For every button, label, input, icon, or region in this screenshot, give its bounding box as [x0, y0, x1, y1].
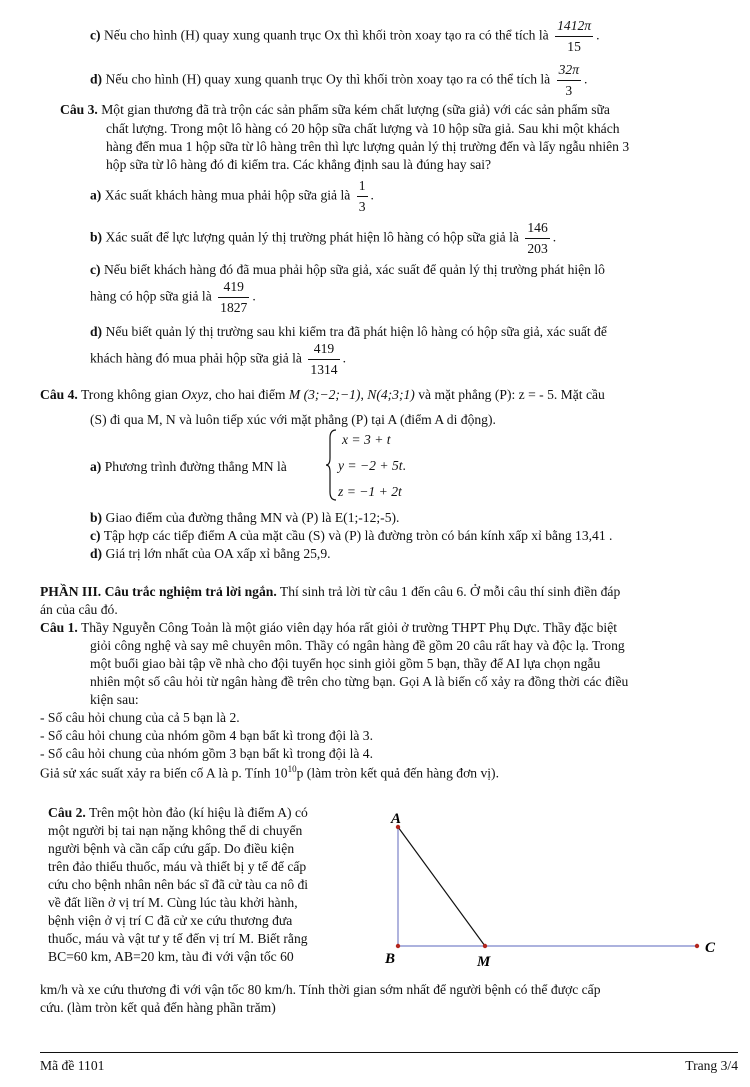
fraction: [357, 178, 368, 214]
fraction: [218, 279, 249, 315]
question-label: Câu 2.: [48, 805, 86, 820]
cau3-item-b: [90, 220, 556, 256]
question-text: Trên một hòn đảo (kí hiệu là điểm A) có: [88, 805, 308, 820]
item-label: d): [90, 324, 103, 339]
cau1-line-4: nhiên một số câu hỏi từ ngân hàng đề trên cho từng bạn. Gọi A là biến cố xảy ra đồng thời các điều: [90, 674, 629, 689]
cau2-line-9: BC=60 km, AB=20 km, tàu đi với vận tốc 60: [48, 949, 294, 964]
cau1-bullet-1: - Số câu hỏi chung của cả 5 bạn là 2.: [40, 710, 240, 725]
item-label: b): [90, 510, 103, 525]
question-label: Câu 1.: [40, 620, 78, 635]
system-brace: [325, 428, 339, 502]
item-text: Phương trình đường thẳng MN là: [104, 459, 287, 474]
fraction-num: 1: [357, 178, 368, 197]
item-label: b): [90, 229, 103, 245]
question-text: Thầy Nguyễn Công Toản là một giáo viên dạy hóa rất giỏi ở trường THPT Phụ Dực. Thầy đặc biệt: [80, 620, 618, 635]
item-d: [90, 62, 587, 98]
cau1-line-1: [40, 620, 617, 636]
cau1-final: [40, 764, 499, 782]
cau3-item-d: [90, 324, 607, 340]
label-c: C: [705, 940, 716, 956]
item-c: [90, 18, 600, 54]
fraction: [308, 341, 339, 377]
exam-code: Mã đề 1101: [40, 1058, 105, 1073]
question-text: , cho hai điểm: [208, 387, 286, 402]
cau4-item-b: [90, 510, 399, 526]
system-eq-3: z = −1 + 2t: [338, 484, 402, 499]
brace-icon: [325, 428, 339, 502]
cau2-line-7: bệnh viện ở vị trí C đã cử xe cứu thương đưa: [48, 913, 293, 928]
math-point-m: M (3;−2;−1): [288, 387, 361, 402]
cau2-line-3: người bệnh và cần cấp cứu gấp. Do điều kiện: [48, 841, 295, 856]
cau2-line-5: cứu cho bệnh nhân nên bác sĩ đã cử tàu ca nô đi: [48, 877, 309, 892]
item-label: c): [90, 262, 101, 277]
label-m: M: [477, 954, 491, 970]
fraction-den: 15: [567, 38, 581, 54]
part-title: PHẦN III. Câu trắc nghiệm trả lời ngắn.: [40, 584, 277, 599]
cau3-line-3: hàng đến mua 1 hộp sữa từ lô hàng trên thì lực lượng quản lý thị trường đến và lấy ngẫu nhiên 3: [106, 139, 630, 154]
item-label: c): [90, 27, 101, 43]
fraction-num: 419: [308, 341, 339, 360]
geometry-figure: [375, 805, 725, 975]
cau2-line-8: thuốc, máu và vật tư y tế đến vị trí M. Biết rằng: [48, 931, 308, 946]
system-eq-2: [338, 458, 406, 474]
fraction-num: 32π: [557, 62, 581, 81]
question-text: Giả sử xác suất xảy ra biến cố A là p. Tính 10: [40, 765, 288, 781]
cau4-line-1: Câu 4. Trong không gian Oxyz, cho hai điểm M (3;−2;−1), N(4;3;1) và mặt phẳng (P): z = - 5. Mặt cầu: [40, 387, 605, 402]
cau1-bullet-2: - Số câu hỏi chung của nhóm gồm 4 bạn bất kì trong đội là 3.: [40, 728, 373, 743]
question-text: p (làm tròn kết quả đến hàng đơn vị).: [296, 765, 499, 781]
fraction-den: 1827: [220, 299, 248, 315]
cau3-line-4: hộp sữa từ lô hàng đó đi kiểm tra. Các khẳng định sau là đúng hay sai?: [106, 157, 492, 172]
cau3-item-c: [90, 262, 605, 278]
item-label: d): [90, 546, 103, 561]
item-text: Giao điểm của đường thẳng MN và (P) là E(1;-12;-5).: [105, 510, 400, 525]
item-end: .: [342, 350, 346, 366]
question-label: Câu 3.: [60, 102, 98, 117]
fraction-den: 3: [565, 82, 573, 98]
item-text: Nếu cho hình (H) quay xung quanh trục Ox thì khối tròn xoay tạo ra có thể tích là: [103, 27, 549, 43]
point-c: [695, 944, 699, 948]
system-eq-1: x = 3 + t: [342, 432, 391, 447]
cau2-line-2: một người bị tai nạn nặng không thể di chuyển: [48, 823, 303, 838]
item-label: a): [90, 187, 102, 203]
item-end: .: [370, 187, 374, 203]
segment-am: [398, 827, 485, 946]
item-label: a): [90, 459, 102, 474]
cau3-item-d-line2: [90, 341, 346, 377]
cau4-item-d: [90, 546, 331, 562]
fraction-den: 3: [358, 198, 366, 214]
cau2-line-1: [48, 805, 308, 821]
item-text: Nếu cho hình (H) quay xung quanh trục Oy thì khối tròn xoay tạo ra có thể tích là: [105, 71, 551, 87]
part3-line-2: án của câu đó.: [40, 602, 118, 617]
part-instructions: Thí sinh trả lời từ câu 1 đến câu 6. Ở mỗi câu thí sinh điền đáp: [279, 584, 621, 599]
cau2-cont-2: cứu. (làm tròn kết quả đến hàng phần trăm): [40, 1000, 276, 1015]
item-end: .: [596, 27, 600, 43]
item-label: c): [90, 528, 101, 543]
part3-heading: [40, 584, 620, 600]
cau1-bullet-3: - Số câu hỏi chung của nhóm gồm 3 bạn bất kì trong đội là 4.: [40, 746, 373, 761]
cau1-line-3: một buổi giao bài tập về nhà cho đội tuyển học sinh giỏi gồm 5 bạn, thầy để AI lựa chọn ngẫu: [90, 656, 601, 671]
question-label: Câu 4.: [40, 387, 78, 402]
fraction: [525, 220, 549, 256]
eq-text: y = −2 + 5t: [338, 458, 403, 473]
item-text: Xác suất để lực lượng quản lý thị trường phát hiện lô hàng có hộp sữa giả là: [105, 229, 519, 245]
item-end: .: [552, 229, 557, 245]
item-label: d): [90, 71, 103, 87]
question-text: Trong không gian: [80, 387, 178, 402]
cau2-line-6: về đất liền ở vị trí M. Cùng lúc tàu khởi hành,: [48, 895, 298, 910]
point-b: [396, 944, 400, 948]
cau3-line-2: chất lượng. Trong một lô hàng có 20 hộp sữa chất lượng và 10 hộp sữa giả. Sau khi một khách: [106, 121, 620, 136]
fraction: [555, 18, 593, 54]
point-m: [483, 944, 487, 948]
cau4-item-a: [90, 459, 287, 475]
cau3-item-c-line2: [90, 279, 256, 315]
item-text: Nếu biết quản lý thị trường sau khi kiểm tra đã phát hiện lô hàng có hộp sữa giả, xác suất để: [105, 324, 607, 339]
item-text: Tập hợp các tiếp điểm A của mặt cầu (S) và (P) là đường tròn có bán kính xấp xỉ bằng 13,41 .: [103, 528, 613, 543]
footer-rule: [40, 1052, 738, 1053]
fraction-den: 203: [527, 240, 548, 256]
question-text: và mặt phẳng (P): z = - 5. Mặt cầu: [418, 387, 605, 402]
cau3-item-a: [90, 178, 374, 214]
item-text: hàng có hộp sữa giả là: [90, 288, 212, 304]
exponent: 10: [287, 764, 297, 774]
figure-svg: [375, 805, 725, 975]
cau3-line-1: [60, 102, 610, 118]
cau2-cont-1: km/h và xe cứu thương đi với vận tốc 80 km/h. Tính thời gian sớm nhất để người bệnh có thể được cấp: [40, 982, 601, 997]
cau1-line-5: kiện sau:: [90, 692, 139, 707]
cau4-item-c: [90, 528, 612, 544]
question-text: Một gian thương đã trà trộn các sản phẩm sữa kém chất lượng (sữa giả) với các sản phẩm sữa: [101, 102, 610, 117]
item-text: Xác suất khách hàng mua phải hộp sữa giả là: [104, 187, 351, 203]
page-number: Trang 3/4: [685, 1058, 738, 1073]
item-text: Giá trị lớn nhất của OA xấp xỉ bằng 25,9.: [105, 546, 331, 561]
item-end: .: [252, 288, 256, 304]
cau1-line-2: giỏi công nghệ và say mê chuyên môn. Thầy có ngân hàng đề gồm 20 câu rất hay và độc lạ. Trong: [90, 638, 625, 653]
item-end: .: [584, 71, 588, 87]
math-oxyz: Oxyz: [181, 387, 209, 402]
fraction-den: 1314: [310, 361, 338, 377]
fraction-num: 419: [218, 279, 249, 298]
cau2-line-4: trên đảo thiếu thuốc, máu và thiết bị y tế để cấp: [48, 859, 307, 874]
fraction-num: 1412π: [555, 18, 593, 37]
math-point-n: N(4;3;1): [367, 387, 415, 402]
fraction: [557, 62, 581, 98]
fraction-num: 146: [525, 220, 549, 239]
label-b: B: [385, 951, 396, 967]
item-end: .: [402, 458, 406, 473]
item-text: khách hàng đó mua phải hộp sữa giả là: [90, 350, 302, 366]
label-a: A: [391, 811, 402, 827]
cau4-line-2: (S) đi qua M, N và luôn tiếp xúc với mặt phẳng (P) tại A (điểm A di động).: [90, 412, 496, 427]
item-text: Nếu biết khách hàng đó đã mua phải hộp sữa giả, xác suất để quản lý thị trường phát hiện lô: [103, 262, 605, 277]
